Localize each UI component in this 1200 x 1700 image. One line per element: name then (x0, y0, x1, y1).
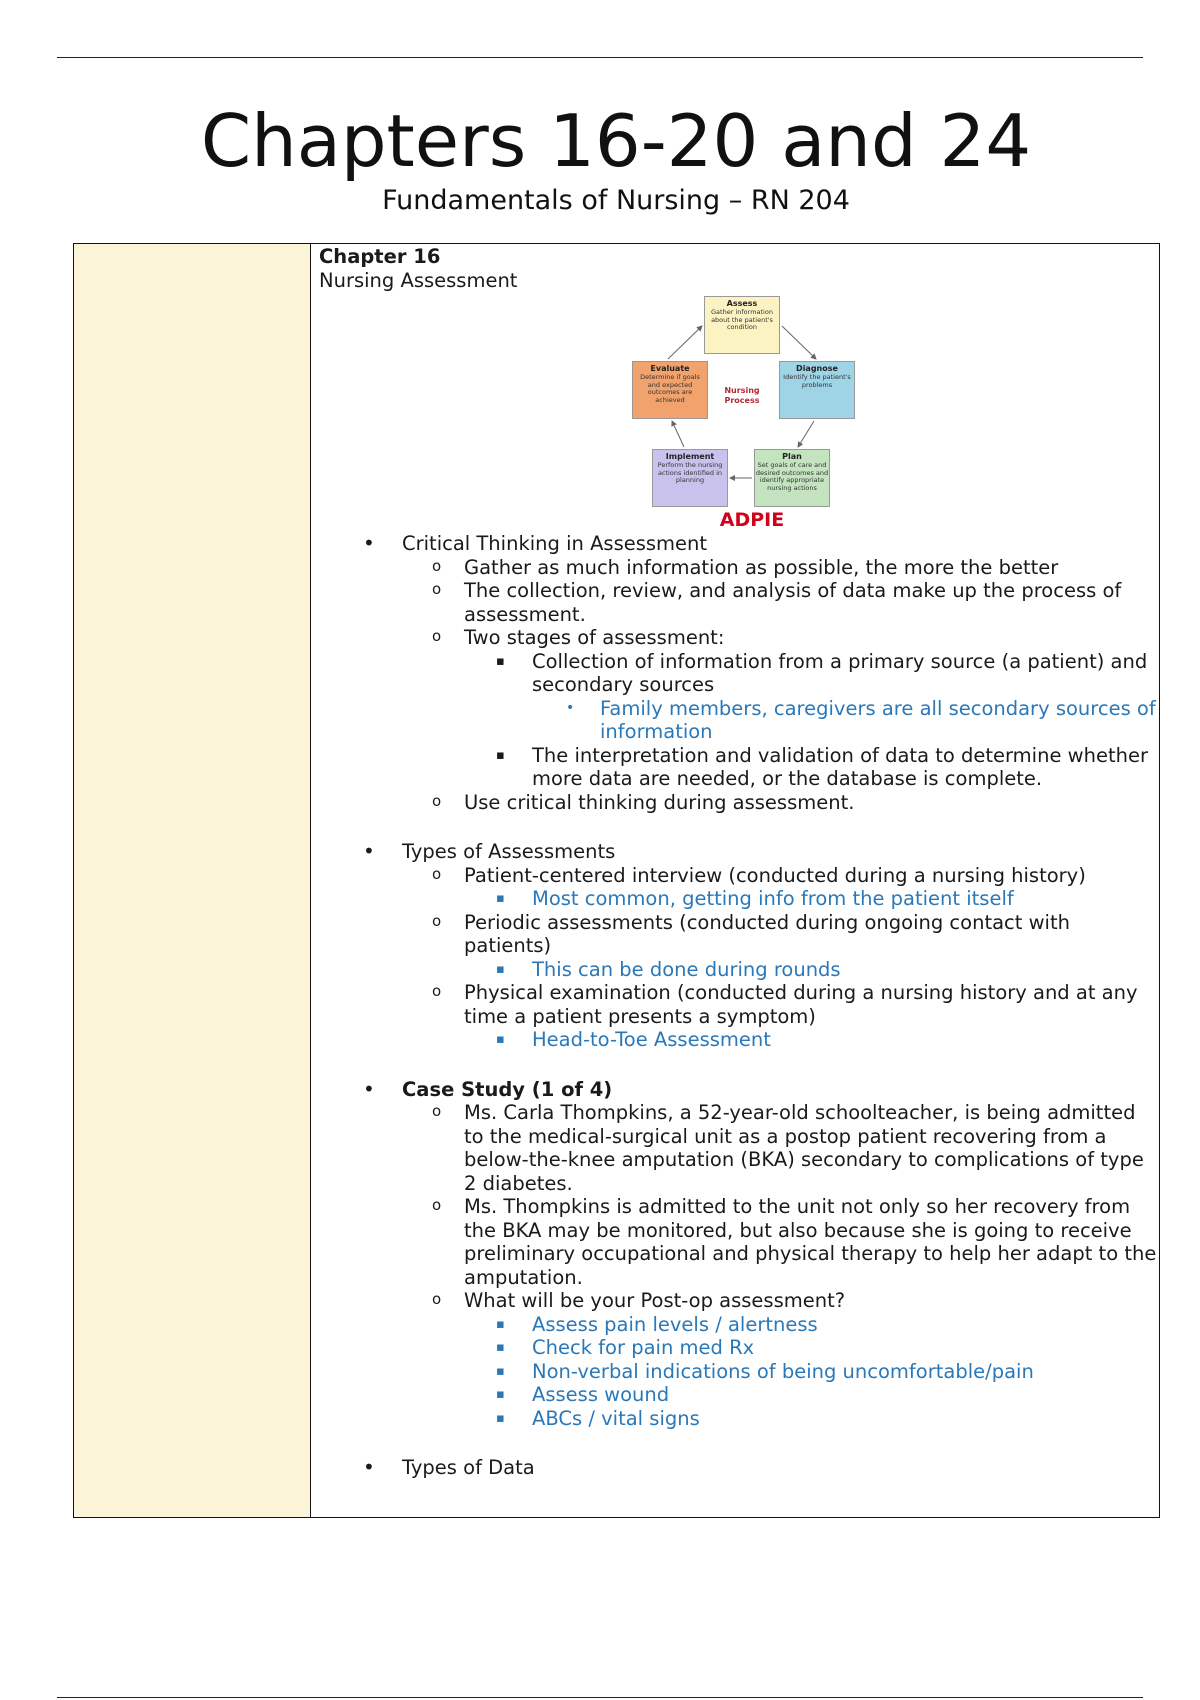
step-diagnose-name: Diagnose (796, 364, 838, 373)
list-item (392, 626, 1159, 791)
step-plan-desc: Set goals of care and desired outcomes and identify appropriate nursing actions (755, 461, 829, 492)
chapter-heading: Chapter 16 (319, 245, 441, 268)
list-item: ▪ The interpretation and validation of data to determine whether more data are needed, or the database is complete. (460, 744, 1159, 791)
list-item: ▪ Check for pain med Rx (460, 1336, 1159, 1360)
chapter-subheading: Nursing Assessment (319, 268, 518, 292)
section-title: Types of Data (402, 1456, 535, 1479)
arrow-assess-diagnose (782, 326, 816, 359)
section-types-of-assessments (319, 840, 1159, 1078)
list-item: o Gather as much information as possible, the more the better (392, 556, 1159, 580)
step-assess-name: Assess (726, 299, 758, 308)
step-evaluate-desc: Determine if goals and expected outcomes are achieved (640, 373, 700, 404)
arrow-evaluate-assess (668, 326, 702, 359)
diagram-center-label: Nursing Process (724, 386, 760, 405)
list-item: o The collection, review, and analysis of data make up the process of assessment. (392, 579, 1159, 626)
list-item (392, 911, 1159, 982)
list-item: ▪ Most common, getting info from the patient itself (460, 887, 1159, 911)
list-item (392, 1289, 1159, 1430)
notes-column (311, 244, 1159, 1517)
notes-table (73, 243, 1160, 1518)
list-item: ▪ Head-to-Toe Assessment (460, 1028, 1159, 1052)
list-item: o Use critical thinking during assessment. (392, 791, 1159, 815)
section-types-of-data (319, 1456, 1159, 1480)
item-text: What will be your Post-op assessment? (464, 1289, 846, 1312)
step-evaluate (632, 361, 708, 419)
list-item: ▪ Assess wound (460, 1383, 1159, 1407)
item-text: Periodic assessments (conducted during ongoing contact with patients) (464, 910, 1070, 957)
step-evaluate-name: Evaluate (650, 364, 690, 373)
step-diagnose-desc: Identify the patient's problems (783, 373, 851, 389)
list-item: • Family members, caregivers are all secondary sources of information (528, 697, 1159, 744)
list-item: ▪ Assess pain levels / alertness (460, 1313, 1159, 1337)
bottom-rule (57, 1697, 1143, 1698)
step-assess (704, 296, 780, 354)
item-text: Two stages of assessment: (464, 626, 725, 649)
step-implement (652, 449, 728, 507)
item-text: Patient-centered interview (conducted during a nursing history) (464, 863, 1086, 887)
section-critical-thinking (319, 532, 1159, 840)
step-plan (754, 449, 830, 507)
item-text: Collection of information from a primary source (a patient) and secondary sources (532, 649, 1148, 696)
step-implement-desc: Perform the nursing actions identified in planning (657, 461, 723, 484)
step-implement-name: Implement (665, 452, 715, 461)
list-item: ▪ Non-verbal indications of being uncomfortable/pain (460, 1360, 1159, 1384)
list-item (392, 981, 1159, 1052)
step-diagnose (779, 361, 855, 419)
list-item: o Ms. Thompkins is admitted to the unit not only so her recovery from the BKA may be monitored, but also because she is going to receive preliminary occupational and physical therapy to help her adapt to the amputation. (392, 1195, 1159, 1289)
nursing-process-diagram (632, 296, 872, 532)
list-item: ▪ This can be done during rounds (460, 958, 1159, 982)
item-text: Physical examination (conducted during a nursing history and at any time a patient presents a symptom) (464, 981, 1138, 1028)
section-title: Critical Thinking in Assessment (402, 532, 708, 555)
step-plan-name: Plan (782, 452, 802, 461)
document-title: Chapters 16-20 and 24 (200, 99, 1032, 183)
list-item (392, 864, 1159, 911)
step-assess-desc: Gather information about the patient's condition (711, 308, 773, 331)
document-subtitle: Fundamentals of Nursing – RN 204 (382, 185, 850, 216)
section-case-study (319, 1078, 1159, 1457)
notes-outline (319, 532, 1159, 1480)
top-rule (57, 57, 1143, 58)
section-title: Types of Assessments (402, 840, 616, 863)
arrow-implement-evaluate (672, 421, 684, 447)
list-item: o Ms. Carla Thompkins, a 52-year-old schoolteacher, is being admitted to the medical-surgical unit as a postop patient recovering from a below-the-knee amputation (BKA) secondary to complications of type 2 diabetes. (392, 1101, 1159, 1195)
list-item (460, 650, 1159, 744)
adpie-label: ADPIE (719, 509, 785, 531)
cue-column (74, 244, 311, 1517)
section-title: Case Study (1 of 4) (402, 1077, 613, 1101)
list-item: ▪ ABCs / vital signs (460, 1407, 1159, 1431)
arrow-diagnose-plan (798, 421, 814, 447)
